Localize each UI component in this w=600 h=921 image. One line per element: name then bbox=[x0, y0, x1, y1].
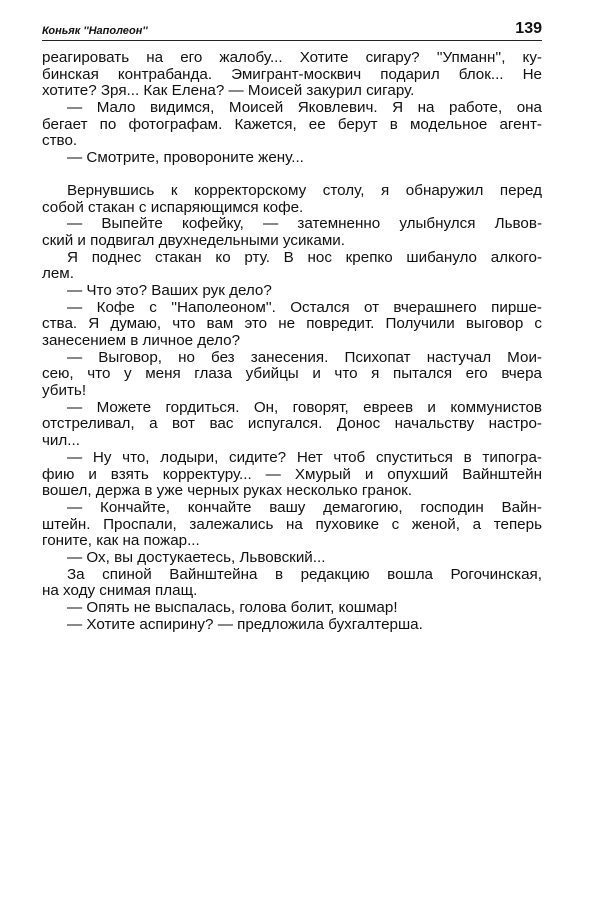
paragraph bbox=[42, 150, 542, 167]
text-line: штейн. Проспали, залежались на пуховике с женой, а теперь bbox=[42, 515, 542, 533]
body-text bbox=[42, 50, 542, 633]
paragraph bbox=[42, 250, 542, 283]
text-line: отстреливал, а вот вас испугался. Донос начальству настро- bbox=[42, 415, 542, 433]
text-line: сею, что у меня глаза убийцы и что я пытался его вчера bbox=[42, 365, 542, 383]
text-line: чил... bbox=[42, 432, 80, 450]
text-line: вошел, держа в уже черных руках несколько гранок. bbox=[42, 482, 413, 500]
text-line: — Мало видимся, Моисей Яковлевич. Я на работе, она bbox=[67, 99, 542, 117]
text-line: бинская контрабанда. Эмигрант-москвич подарил блок... Не bbox=[42, 65, 542, 83]
text-line: ский и подвигал двухнедельными усиками. bbox=[42, 231, 345, 249]
text-line: За спиной Вайнштейна в редакцию вошла Рогочинская, bbox=[67, 565, 542, 583]
text-line: — Ну что, лодыри, сидите? Нет чтоб спуститься в типогра- bbox=[67, 448, 542, 466]
text-line: — Выговор, но без занесения. Психопат настучал Мои- bbox=[67, 348, 542, 366]
text-line: — Опять не выспалась, голова болит, кошмар! bbox=[67, 599, 398, 616]
text-line: — Ох, вы достукаетесь, Львовский... bbox=[67, 548, 326, 566]
text-line: ства. Я думаю, что вам это не повредит. Получили выговор с bbox=[42, 315, 542, 333]
text-line: Я поднес стакан ко рту. В нос крепко шибануло алкого- bbox=[67, 248, 542, 266]
text-line: на ходу снимая плащ. bbox=[42, 582, 198, 600]
text-line: хотите? Зря... Как Елена? — Моисей закурил сигару. bbox=[42, 82, 415, 100]
text-line: — Выпейте кофейку, — затемненно улыбнулся Львов- bbox=[67, 215, 542, 233]
text-line: — Что это? Ваших рук дело? bbox=[67, 281, 272, 299]
paragraph bbox=[42, 617, 542, 634]
paragraph bbox=[42, 450, 542, 500]
paragraph bbox=[42, 183, 542, 216]
paragraph bbox=[42, 350, 542, 400]
paragraph-gap bbox=[42, 167, 542, 183]
text-line: убить! bbox=[42, 382, 87, 400]
running-title: Коньяк ''Наполеон'' bbox=[42, 25, 148, 37]
text-line: собой стакан с испаряющимся кофе. bbox=[42, 198, 304, 216]
page-number: 139 bbox=[515, 20, 542, 37]
text-line: — Смотрите, провороните жену... bbox=[67, 149, 304, 167]
paragraph bbox=[42, 550, 542, 567]
paragraph bbox=[42, 500, 542, 550]
text-line: — Кофе с ''Наполеоном''. Остался от вчерашнего пирше- bbox=[67, 298, 542, 316]
paragraph bbox=[42, 400, 542, 450]
text-line: ство. bbox=[42, 132, 78, 150]
text-line: реагировать на его жалобу... Хотите сигару? ''Упманн'', ку- bbox=[42, 49, 542, 66]
text-line: бегает по фотографам. Кажется, ее берут в модельное агент- bbox=[42, 115, 542, 133]
text-line: — Хотите аспирину? — предложила бухгалтерша. bbox=[67, 615, 423, 633]
paragraph bbox=[42, 100, 542, 150]
text-line: — Кончайте, кончайте вашу демагогию, господин Вайн- bbox=[67, 498, 542, 516]
text-line: занесением в личное дело? bbox=[42, 332, 241, 349]
text-line: — Можете гордиться. Он, говорят, евреев и коммунистов bbox=[67, 398, 542, 416]
running-header bbox=[42, 16, 542, 41]
paragraph bbox=[42, 50, 542, 100]
paragraph bbox=[42, 216, 542, 249]
text-line: фию и взять корректуру... — Хмурый и опухший Вайнштейн bbox=[42, 465, 542, 483]
text-line: лем. bbox=[42, 265, 74, 283]
paragraph bbox=[42, 567, 542, 600]
paragraph bbox=[42, 300, 542, 350]
text-line: Вернувшись к корректорскому столу, я обнаружил перед bbox=[67, 181, 542, 199]
text-line: гоните, как на пожар... bbox=[42, 532, 200, 550]
paragraph bbox=[42, 283, 542, 300]
paragraph bbox=[42, 600, 542, 617]
